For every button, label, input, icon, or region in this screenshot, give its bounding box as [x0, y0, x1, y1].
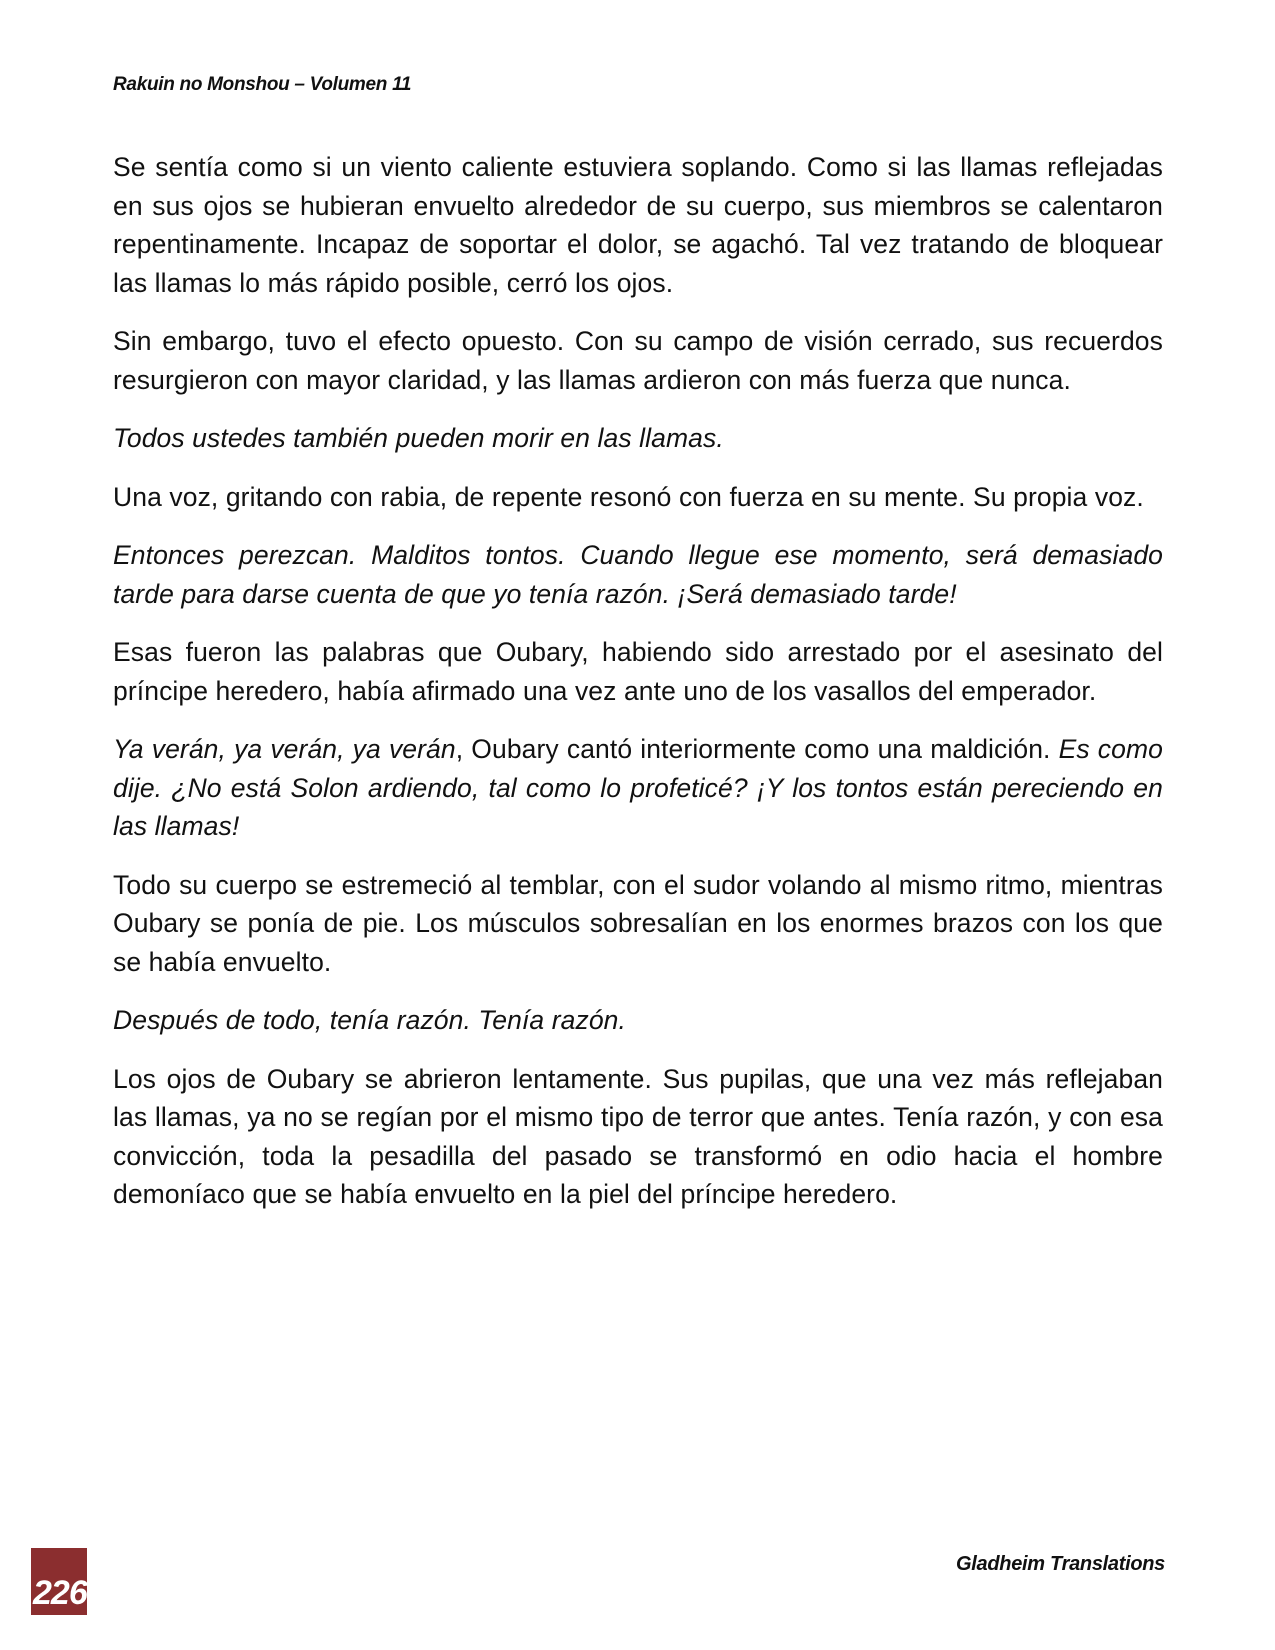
paragraph-8: Todo su cuerpo se estremeció al temblar, con el sudor volando al mismo ritmo, mientras Oubary se ponía de pie. Los músculos sobresalían en los enormes brazos con los que se había envuelto. — [113, 869, 1163, 977]
chapter-body — [113, 148, 1163, 1234]
paragraph-7-mixed — [113, 730, 1163, 846]
paragraph-3-thought: Todos ustedes también pueden morir en las llamas. — [113, 423, 724, 453]
page-number: 226 — [33, 1574, 87, 1612]
translator-credit: Gladheim Translations — [956, 1553, 1165, 1575]
paragraph-7-plain-mid: , Oubary cantó interiormente como una maldición. — [455, 734, 1059, 764]
paragraph-7-italic-lead: Ya verán, ya verán, ya verán — [113, 734, 456, 764]
paragraph-1: Se sentía como si un viento caliente estuviera soplando. Como si las llamas reflejadas en sus ojos se hubieran envuelto alrededor de su cuerpo, sus miembros se calentaron repentinamente. Incapaz de soportar el dolor, se agachó. Tal vez tratando de bloquear las llamas lo más rápido posible, cerró los ojos. — [113, 152, 1163, 298]
paragraph-6: Esas fueron las palabras que Oubary, habiendo sido arrestado por el asesinato del príncipe heredero, había afirmado una vez ante uno de los vasallos del emperador. — [113, 637, 1163, 706]
running-header: Rakuin no Monshou – Volumen 11 — [113, 74, 412, 95]
paragraph-2: Sin embargo, tuvo el efecto opuesto. Con su campo de visión cerrado, sus recuerdos resurgieron con mayor claridad, y las llamas ardieron con más fuerza que nunca. — [113, 326, 1163, 395]
page-number-box — [31, 1548, 87, 1615]
paragraph-10: Los ojos de Oubary se abrieron lentamente. Sus pupilas, que una vez más reflejaban las llamas, ya no se regían por el mismo tipo de terror que antes. Tenía razón, y con esa convicción, toda la pesadilla del pasado se transformó en odio hacia el hombre demoníaco que se había envuelto en la piel del príncipe heredero. — [113, 1063, 1163, 1209]
paragraph-5-thought: Entonces perezcan. Malditos tontos. Cuando llegue ese momento, será demasiado tarde para darse cuenta de que yo tenía razón. ¡Será demasiado tarde! — [113, 540, 1163, 609]
paragraph-4: Una voz, gritando con rabia, de repente resonó con fuerza en su mente. Su propia voz. — [113, 481, 1144, 512]
paragraph-9-thought: Después de todo, tenía razón. Tenía razón. — [113, 1005, 626, 1035]
paragraph-7-italic-tail: Es como dije. ¿No está Solon ardiendo, tal como lo profeticé? ¡Y los tontos están pereciendo en las llamas! — [113, 734, 1163, 841]
